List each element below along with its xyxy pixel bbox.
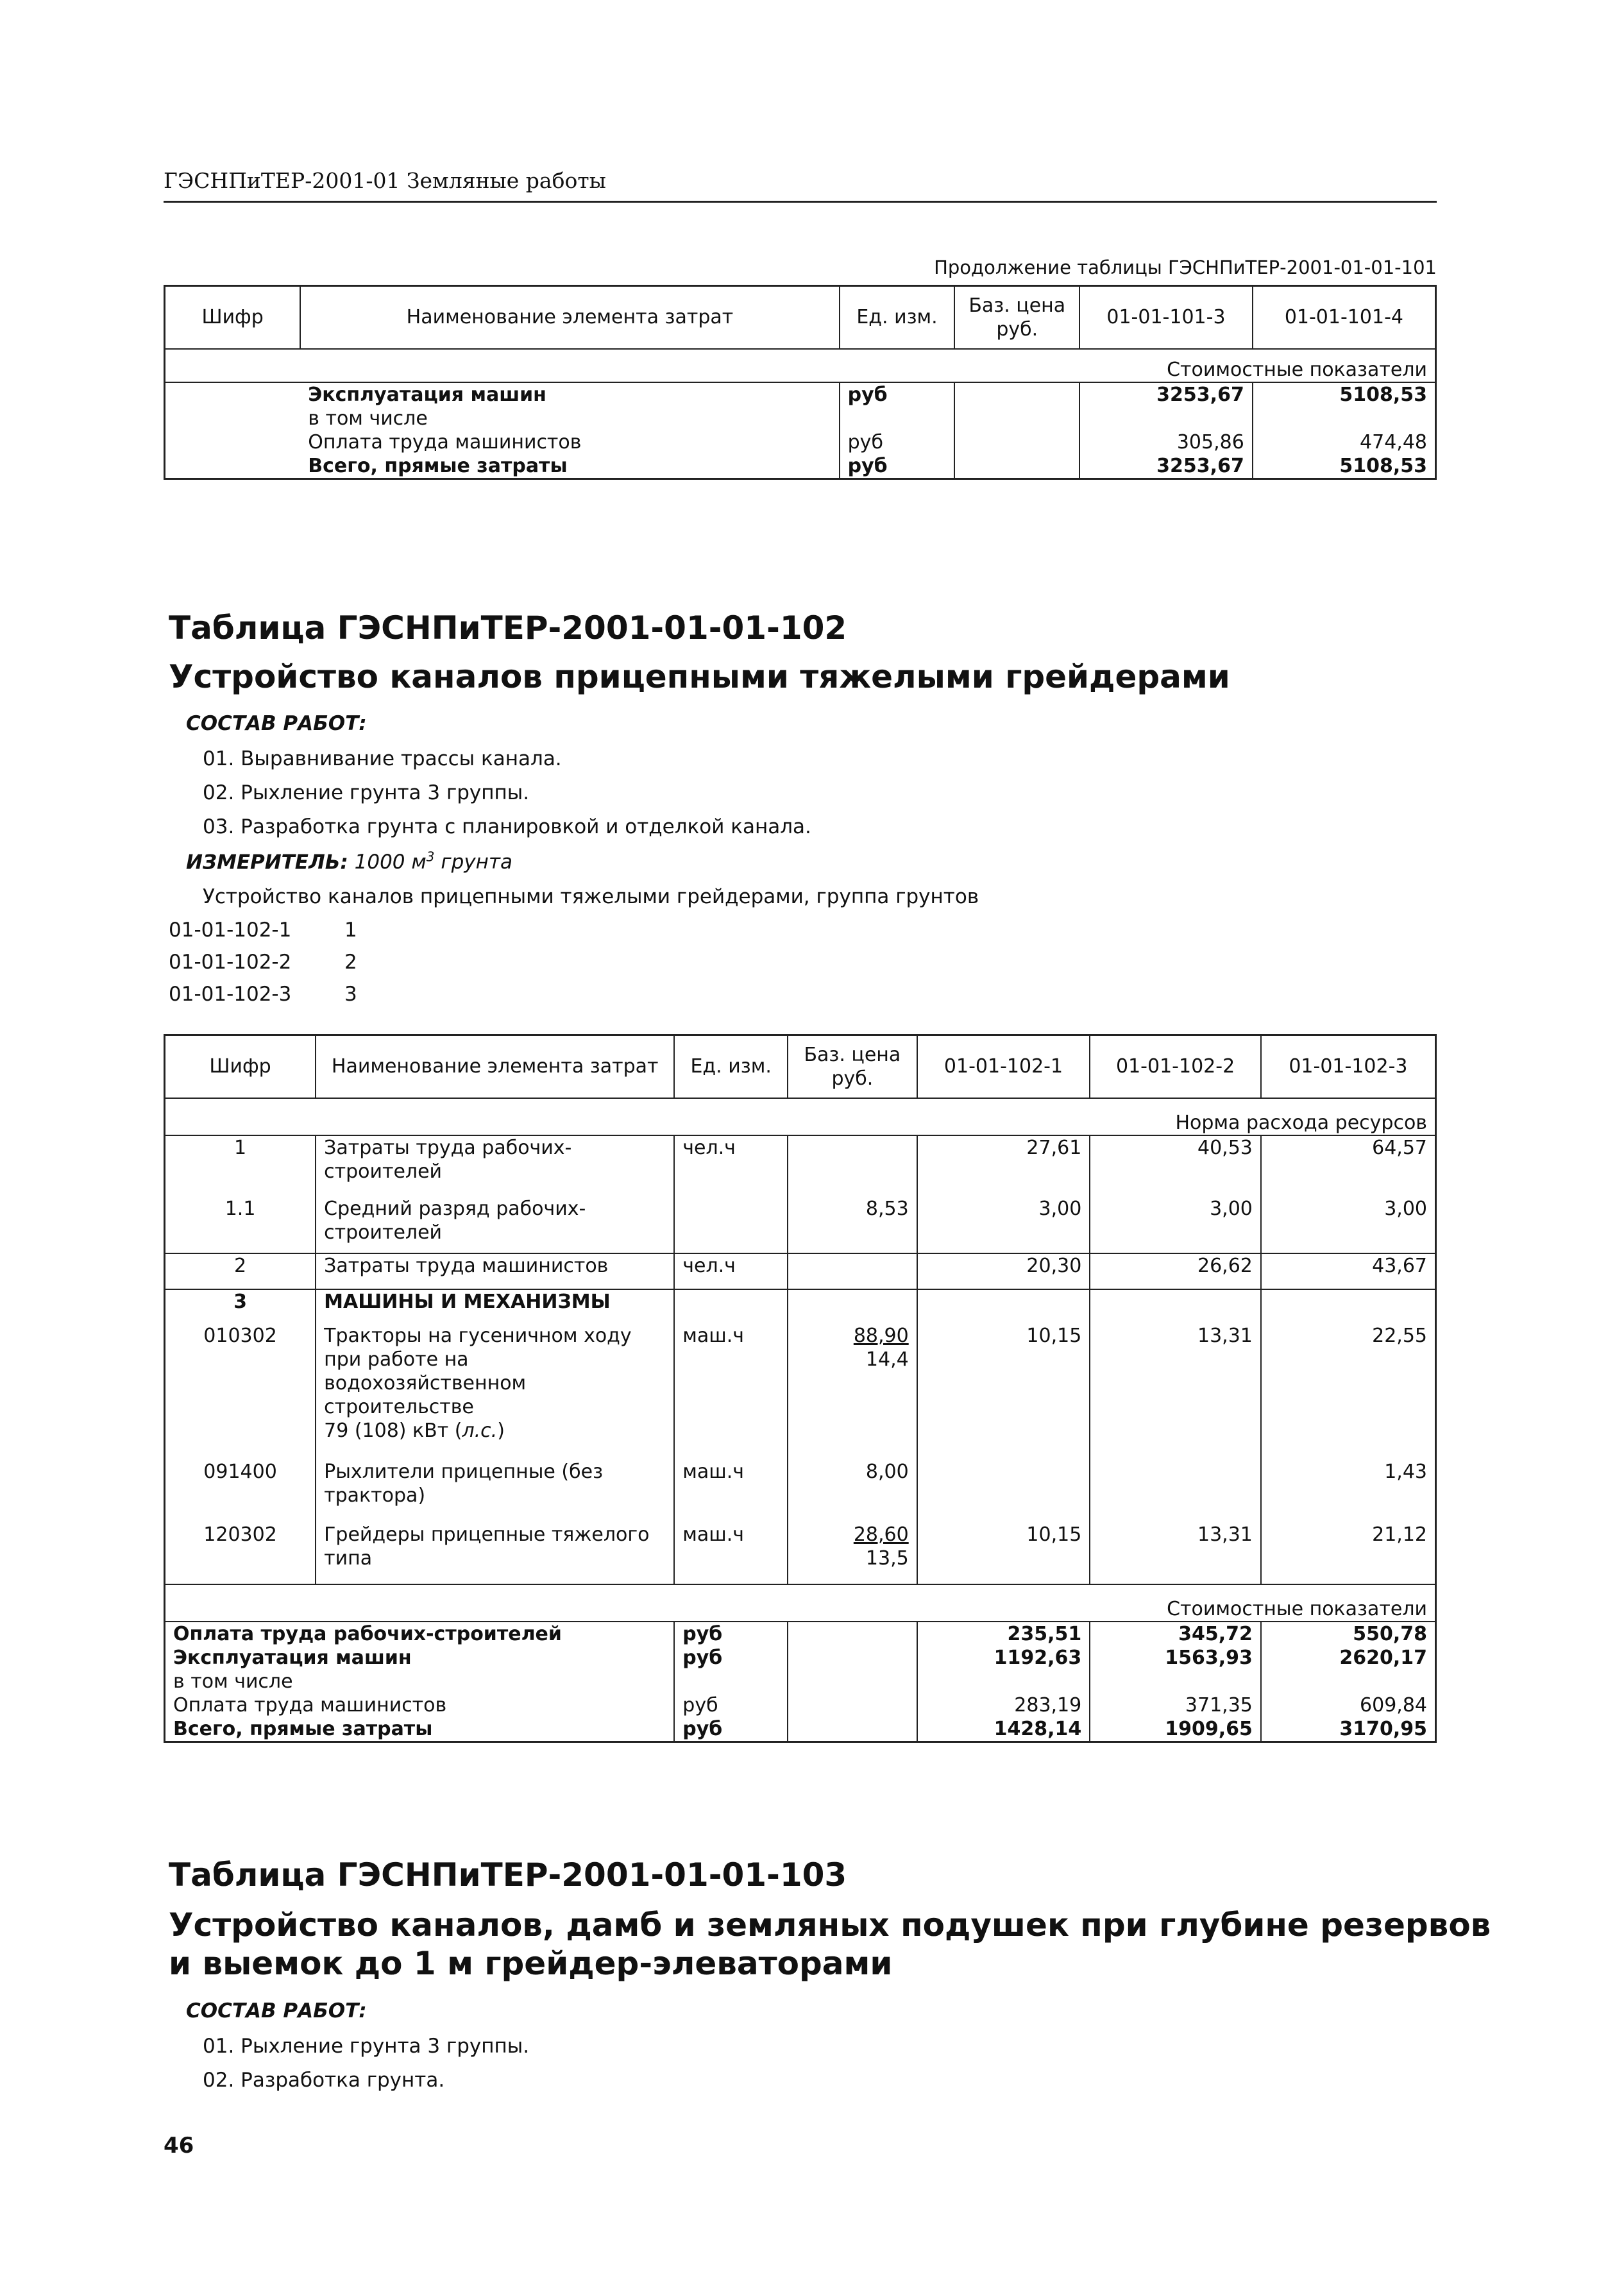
table-row: [165, 1253, 1436, 1289]
section-row: [165, 349, 1436, 382]
row-value: 43,67: [1261, 1253, 1436, 1289]
row-value: 609,84: [1261, 1693, 1436, 1717]
row-value: 5108,53: [1253, 454, 1436, 479]
col-102-3: 01-01-102-3: [1261, 1035, 1436, 1098]
measure-line: [186, 849, 512, 874]
section-label: Стоимостные показатели: [1167, 358, 1427, 381]
row-value: 305,86: [1079, 430, 1253, 454]
table-101-continued: [164, 285, 1437, 480]
col-name: Наименование элемента затрат: [300, 286, 839, 349]
row-name: Оплата труда машинистов: [308, 430, 582, 454]
row-price: 88,90 14,4: [788, 1324, 917, 1460]
row-unit: руб: [840, 382, 955, 407]
row-name: Средний разряд рабочих-строителей: [316, 1197, 674, 1253]
row-value: 1563,93: [1090, 1646, 1261, 1670]
variant-code: 01-01-102-3: [169, 983, 292, 1006]
section-row: [165, 1584, 1436, 1622]
row-name: Рыхлители прицепные (без трактора): [316, 1460, 674, 1523]
table-103-subtitle: Устройство каналов, дамб и земляных подушек при глубине резервов: [169, 1906, 1491, 1944]
row-code: 2: [234, 1254, 247, 1277]
row-value: 283,19: [917, 1693, 1090, 1717]
row-code: 1: [234, 1136, 247, 1159]
col-101-3: 01-01-101-3: [1079, 286, 1253, 349]
row-code: 091400: [203, 1460, 277, 1483]
measure-label: ИЗМЕРИТЕЛЬ:: [186, 851, 348, 874]
work-composition-label: СОСТАВ РАБОТ:: [186, 712, 367, 735]
table-row: [165, 1289, 1436, 1324]
work-item: 02. Рыхление грунта 3 группы.: [203, 781, 530, 804]
table-row: [165, 454, 1436, 479]
row-value: 3170,95: [1261, 1717, 1436, 1742]
row-value: 64,57: [1261, 1135, 1436, 1197]
row-name: Эксплуатация машин: [173, 1646, 412, 1669]
section-label: Норма расхода ресурсов: [1175, 1111, 1427, 1134]
row-price: 28,60 13,5: [788, 1523, 917, 1584]
row-price: 8,53: [788, 1197, 917, 1253]
row-value: 27,61: [917, 1135, 1090, 1197]
variant-group: 3: [344, 983, 357, 1006]
col-code: Шифр: [201, 306, 264, 329]
table-row: [165, 1717, 1436, 1742]
table-row: [165, 1523, 1436, 1584]
row-name: Оплата труда рабочих-строителей: [173, 1622, 562, 1645]
table-row: [165, 407, 1436, 430]
row-name: Затраты труда рабочих-строителей: [316, 1135, 674, 1197]
measure-value: 1000 $м^3$ грунта: [354, 849, 512, 874]
variant-group: 1: [344, 919, 357, 942]
row-code: 120302: [203, 1523, 277, 1546]
row-value: 40,53: [1090, 1135, 1261, 1197]
row-name: Оплата труда машинистов: [173, 1693, 447, 1717]
work-composition-label: СОСТАВ РАБОТ:: [186, 1999, 367, 2022]
row-value: 3,00: [1090, 1197, 1261, 1253]
row-value: 3253,67: [1079, 454, 1253, 479]
table-102-subtitle: Устройство каналов прицепными тяжелыми грейдерами: [169, 658, 1230, 695]
table-header-row: [165, 286, 1436, 349]
row-value: 235,51: [917, 1622, 1090, 1646]
row-name: Всего, прямые затраты: [173, 1717, 433, 1740]
row-unit: чел.ч: [674, 1253, 788, 1289]
variant-code: 01-01-102-1: [169, 919, 292, 942]
row-value: 1,43: [1261, 1460, 1436, 1523]
row-unit: маш.ч: [674, 1460, 788, 1523]
continuation-caption: Продолжение таблицы ГЭСНПиТЕР-2001-01-01-101: [934, 257, 1437, 278]
work-item: 03. Разработка грунта с планировкой и отделкой канала.: [203, 815, 811, 838]
table-header-row: [165, 1035, 1436, 1098]
col-102-2: 01-01-102-2: [1090, 1035, 1261, 1098]
row-name: МАШИНЫ И МЕХАНИЗМЫ: [316, 1289, 674, 1324]
table-row: [165, 1135, 1436, 1197]
row-value: 474,48: [1253, 430, 1436, 454]
row-code: 010302: [203, 1324, 277, 1347]
page-number: 46: [164, 2133, 194, 2158]
row-unit: маш.ч: [674, 1523, 788, 1584]
table-row: [165, 1460, 1436, 1523]
col-code: Шифр: [209, 1055, 271, 1078]
table-row: [165, 1693, 1436, 1717]
col-unit: Ед. изм.: [674, 1035, 788, 1098]
row-value: 550,78: [1261, 1622, 1436, 1646]
col-name: Наименование элемента затрат: [316, 1035, 674, 1098]
row-value: 10,15: [917, 1324, 1090, 1460]
row-value: 2620,17: [1261, 1646, 1436, 1670]
table-103-title: Таблица ГЭСНПиТЕР-2001-01-01-103: [169, 1856, 847, 1894]
row-unit: руб: [674, 1693, 788, 1717]
row-name: Эксплуатация машин: [308, 383, 546, 406]
row-value: 3,00: [1261, 1197, 1436, 1253]
row-name: Грейдеры прицепные тяжелого типа: [316, 1523, 674, 1584]
row-value: [917, 1460, 1090, 1523]
row-price: 8,00: [788, 1460, 917, 1523]
variant-code: 01-01-102-2: [169, 951, 292, 974]
col-price: Баз. цена руб.: [954, 286, 1079, 349]
row-unit: руб: [840, 454, 955, 479]
row-value: 3,00: [917, 1197, 1090, 1253]
row-unit: руб: [674, 1646, 788, 1670]
work-item: 02. Разработка грунта.: [203, 2069, 445, 2092]
row-value: 20,30: [917, 1253, 1090, 1289]
row-code: 1.1: [224, 1197, 256, 1220]
work-item: 01. Рыхление грунта 3 группы.: [203, 2035, 530, 2058]
row-unit: руб: [674, 1717, 788, 1742]
work-item: 01. Выравнивание трассы канала.: [203, 747, 562, 770]
col-price: Баз. цена руб.: [788, 1035, 917, 1098]
row-name: Всего, прямые затраты: [308, 454, 568, 477]
section-label: Стоимостные показатели: [1167, 1597, 1427, 1620]
row-value: 3253,67: [1079, 382, 1253, 407]
table-row: [165, 1670, 1436, 1693]
variant-title: Устройство каналов прицепными тяжелыми грейдерами, группа грунтов: [203, 885, 979, 908]
table-row: [165, 382, 1436, 407]
row-name: Затраты труда машинистов: [316, 1253, 674, 1289]
variant-group: 2: [344, 951, 357, 974]
row-unit: маш.ч: [674, 1324, 788, 1460]
table-102-title: Таблица ГЭСНПиТЕР-2001-01-01-102: [169, 609, 847, 647]
table-row: [165, 1646, 1436, 1670]
header-rule: [164, 201, 1437, 203]
row-value: 5108,53: [1253, 382, 1436, 407]
row-unit: чел.ч: [674, 1135, 788, 1197]
table-row: [165, 1197, 1436, 1253]
row-value: 371,35: [1090, 1693, 1261, 1717]
table-row: [165, 1622, 1436, 1646]
col-unit: Ед. изм.: [840, 286, 955, 349]
row-value: 26,62: [1090, 1253, 1261, 1289]
row-name: в том числе: [173, 1670, 293, 1693]
row-value: 13,31: [1090, 1523, 1261, 1584]
row-value: [1090, 1460, 1261, 1523]
col-101-4: 01-01-101-4: [1253, 286, 1436, 349]
table-103-subtitle: и выемок до 1 м грейдер-элеваторами: [169, 1945, 893, 1982]
col-102-1: 01-01-102-1: [917, 1035, 1090, 1098]
row-value: 22,55: [1261, 1324, 1436, 1460]
row-value: 10,15: [917, 1523, 1090, 1584]
table-102: [164, 1034, 1437, 1743]
table-row: [165, 1324, 1436, 1460]
row-unit: руб: [674, 1622, 788, 1646]
row-value: 1909,65: [1090, 1717, 1261, 1742]
row-value: 1428,14: [917, 1717, 1090, 1742]
row-name: в том числе: [308, 407, 428, 430]
row-unit: руб: [840, 430, 955, 454]
section-row: [165, 1098, 1436, 1135]
row-value: 21,12: [1261, 1523, 1436, 1584]
row-value: 1192,63: [917, 1646, 1090, 1670]
row-name: Тракторы на гусеничном ходу при работе на водохозяйственном строительстве 79 (108) кВт (л.с.): [316, 1324, 674, 1460]
row-code: 3: [233, 1290, 247, 1313]
table-row: [165, 430, 1436, 454]
running-header: ГЭСНПиТЕР-2001-01 Земляные работы: [164, 168, 606, 193]
row-value: 13,31: [1090, 1324, 1261, 1460]
row-value: 345,72: [1090, 1622, 1261, 1646]
